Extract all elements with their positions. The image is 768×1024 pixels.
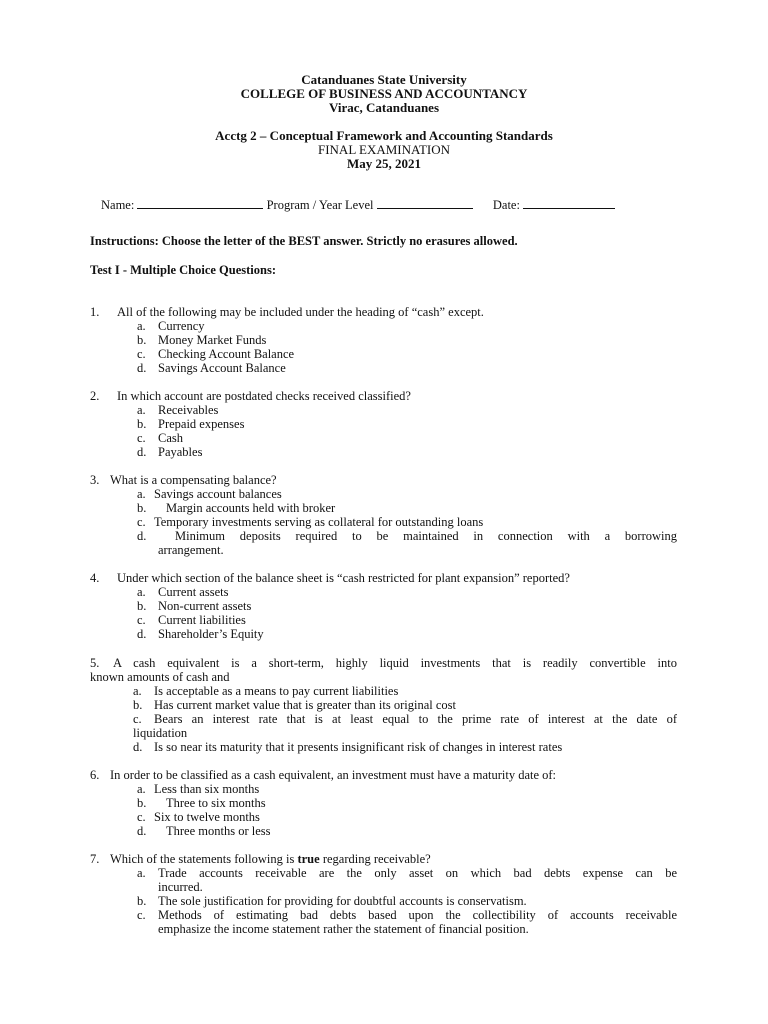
option-text: Three months or less [166,824,271,838]
option-text: Savings account balances [154,487,282,501]
option-letter: b. [137,417,147,431]
question-number: 4. [90,571,100,585]
option-text: Payables [158,445,203,459]
option-text: Money Market Funds [158,333,267,347]
option-letter: d. [137,824,147,838]
option-text: Trade accounts receivable are the only asset on which bad debts expense can be [158,866,677,880]
option-letter: d. [137,627,147,641]
name-blank[interactable] [137,196,263,209]
option-text: Six to twelve months [154,810,260,824]
option-text: Minimum deposits required to be maintained in connection with a borrowing [175,529,677,543]
exam-date: May 25, 2021 [346,156,422,171]
question-number: 3. [90,473,100,487]
course-title: Acctg 2 – Conceptual Framework and Accounting Standards [215,128,553,143]
question-text: In order to be classified as a cash equivalent, an investment must have a maturity date of: [110,768,557,782]
option-text: Shareholder’s Equity [158,627,264,641]
option-text: Margin accounts held with broker [166,501,336,515]
question-number: 1. [90,305,100,319]
question-text: In which account are postdated checks received classified? [117,389,411,403]
option-text: Currency [158,319,205,333]
option-text: Current liabilities [158,613,246,627]
question-text: A cash equivalent is a short-term, highly liquid investments that is readily convertible into [113,656,677,670]
option-text: Receivables [158,403,219,417]
option-letter: b. [137,599,147,613]
option-letter: d. [133,740,143,754]
option-letter: a. [133,684,142,698]
option-letter: c. [137,613,146,627]
option-text: Has current market value that is greater than its original cost [154,698,456,712]
option-text-continued: arrangement. [158,543,224,557]
option-letter: d. [137,445,147,459]
program-label: Program / Year Level [266,198,374,212]
option-text: Savings Account Balance [158,361,286,375]
option-letter: b. [137,501,147,515]
option-letter: c. [137,347,146,361]
option-text: Current assets [158,585,229,599]
option-letter: b. [137,894,147,908]
option-text: Temporary investments serving as collateral for outstanding loans [154,515,484,529]
instructions: Instructions: Choose the letter of the BEST answer. Strictly no erasures allowed. [90,234,518,248]
option-letter: a. [137,487,146,501]
question-text [110,852,431,866]
option-letter: d. [137,529,147,543]
question-text-part: regarding receivable? [322,852,431,866]
option-text: The sole justification for providing for doubtful accounts is conservatism. [158,894,527,908]
option-text: Cash [158,431,183,445]
question-text: Under which section of the balance sheet is “cash restricted for plant expansion” reported? [117,571,570,585]
option-letter: a. [137,403,146,417]
question-text: All of the following may be included under the heading of “cash” except. [117,305,484,319]
option-letter: c. [137,908,146,922]
option-letter: b. [133,698,143,712]
question-emphasis: true [297,852,320,866]
option-letter: a. [137,585,146,599]
question-text: What is a compensating balance? [110,473,277,487]
name-label: Name: [101,198,135,212]
option-letter: c. [133,712,142,726]
option-text: Methods of estimating bad debts based upon the collectibility of accounts receivable [158,908,677,922]
question-text-part: Which of the statements following is [110,852,295,866]
question-text-continued: known amounts of cash and [90,670,230,684]
option-text-continued: incurred. [158,880,203,894]
option-letter: b. [137,796,147,810]
date-blank[interactable] [523,196,615,209]
university-name: Catanduanes State University [301,72,467,87]
program-blank[interactable] [377,196,473,209]
option-letter: a. [137,866,146,880]
option-text: Bears an interest rate that is at least equal to the prime rate of interest at the date of [154,712,677,726]
option-letter: c. [137,431,146,445]
option-letter: c. [137,810,146,824]
college-name: COLLEGE OF BUSINESS AND ACCOUNTANCY [240,86,528,101]
option-text: Prepaid expenses [158,417,245,431]
option-text: Is so near its maturity that it presents insignificant risk of changes in interest rates [154,740,563,754]
option-text: Non-current assets [158,599,252,613]
option-text-continued: emphasize the income statement rather the statement of financial position. [158,922,529,936]
question-number: 6. [90,768,100,782]
question-number: 2. [90,389,100,403]
option-letter: a. [137,782,146,796]
question-number: 5. [90,656,100,670]
option-text-continued: liquidation [133,726,188,740]
option-letter: a. [137,319,146,333]
question-number: 7. [90,852,100,866]
option-text: Three to six months [166,796,266,810]
exam-title: FINAL EXAMINATION [317,142,451,157]
option-letter: d. [137,361,147,375]
option-text: Less than six months [154,782,260,796]
student-info-row [101,196,615,212]
option-letter: c. [137,515,146,529]
option-text: Checking Account Balance [158,347,295,361]
location: Virac, Catanduanes [328,100,440,115]
date-label: Date: [492,198,520,212]
option-letter: b. [137,333,147,347]
test-title: Test I - Multiple Choice Questions: [90,263,276,277]
option-text: Is acceptable as a means to pay current liabilities [154,684,399,698]
